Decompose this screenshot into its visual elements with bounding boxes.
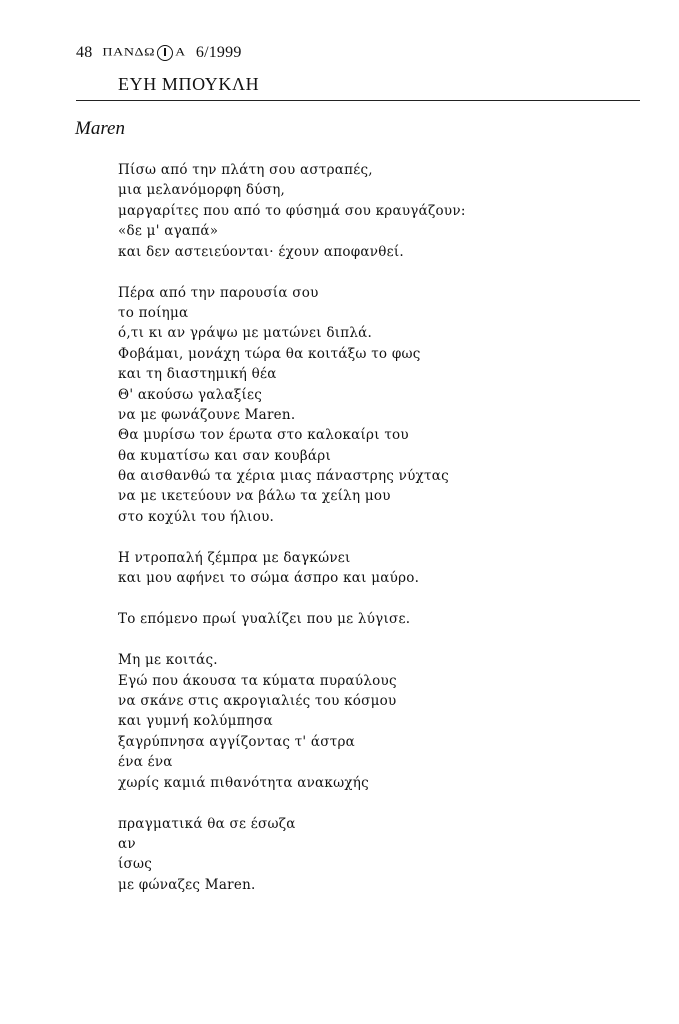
poem-line: Εγώ που άκουσα τα κύματα πυραύλους [118, 672, 397, 689]
issue-date: 6/1999 [195, 44, 242, 61]
poem-line: ίσως [118, 856, 153, 873]
poem-line: να με ικετεύουν να βάλω τα χείλη μου [118, 488, 391, 505]
stanza [118, 160, 618, 262]
poem-line: αν [118, 835, 136, 852]
poem-line: και δεν αστειεύονται· έχουν αποφανθεί. [118, 243, 404, 260]
poem-line: Μη με κοιτάς. [118, 652, 218, 669]
stanza [118, 283, 618, 528]
poem-line: «δε μ' αγαπά» [118, 223, 219, 240]
stanza [118, 814, 618, 896]
poem-line: και γυμνή κολύμπησα [118, 713, 273, 730]
poem-line: Η ντροπαλή ζέμπρα με δαγκώνει [118, 549, 351, 566]
poem-body [118, 160, 618, 916]
poem-line: στο κοχύλι του ήλιου. [118, 508, 275, 525]
poem-title: Maren [75, 118, 125, 139]
poem-line: θα αισθανθώ τα χέρια μιας πάναστρης νύχτας [118, 468, 449, 485]
author-name: ΕΥΗ ΜΠΟΥΚΛΗ [118, 74, 260, 94]
poem-line: Θ' ακούσω γαλαξίες [118, 386, 263, 403]
lyre-icon [157, 45, 173, 61]
poem-line: και τη διαστημική θέα [118, 366, 277, 383]
magazine-logo-text-right: Α [175, 46, 186, 59]
poem-line: ό,τι κι αν γράψω με ματώνει διπλά. [118, 325, 373, 342]
header-divider [76, 100, 640, 101]
poem-line: μια μελανόμορφη δύση, [118, 182, 286, 199]
magazine-logo-text-left: ΠΑΝΔΩ [102, 46, 156, 59]
stanza [118, 548, 618, 589]
poem-line: και μου αφήνει το σώμα άσπρο και μαύρο. [118, 570, 420, 587]
page-number: 48 [76, 44, 93, 61]
poem-line: ξαγρύπνησα αγγίζοντας τ' άστρα [118, 733, 356, 750]
poem-line: Θα μυρίσω τον έρωτα στο καλοκαίρι του [118, 427, 409, 444]
poem-line: να με φωνάζουνε Maren. [118, 406, 296, 423]
poem-line: χωρίς καμιά πιθανότητα ανακωχής [118, 774, 369, 791]
poem-line: θα κυματίσω και σαν κουβάρι [118, 447, 331, 464]
poem-line: ένα ένα [118, 754, 173, 771]
poem-line: μαργαρίτες που από το φύσημά σου κραυγάζουν: [118, 202, 466, 219]
poem-line: Πέρα από την παρουσία σου [118, 284, 319, 301]
running-header [76, 44, 242, 62]
stanza [118, 609, 618, 629]
poem-line: πραγματικά θα σε έσωζα [118, 815, 296, 832]
magazine-logo [102, 45, 185, 61]
poem-line: με φώναζες Maren. [118, 876, 256, 893]
stanza [118, 650, 618, 793]
poem-line: Το επόμενο πρωί γυαλίζει που με λύγισε. [118, 611, 411, 628]
poem-line: να σκάνε στις ακρογιαλιές του κόσμου [118, 692, 397, 709]
poem-line: Φοβάμαι, μονάχη τώρα θα κοιτάξω το φως [118, 345, 421, 362]
poem-line: το ποίημα [118, 304, 189, 321]
poem-line: Πίσω από την πλάτη σου αστραπές, [118, 162, 373, 178]
